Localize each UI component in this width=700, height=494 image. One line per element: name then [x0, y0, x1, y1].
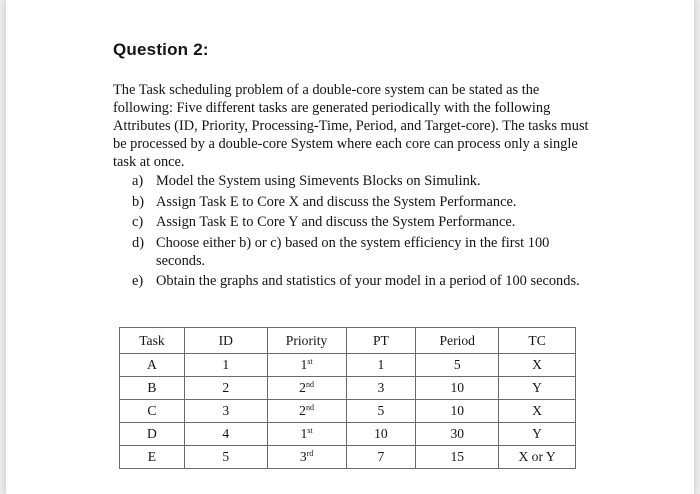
- list-item: [132, 272, 602, 290]
- cell-priority: [267, 423, 346, 446]
- table-row: [120, 423, 576, 446]
- cell-tc: X or Y: [499, 446, 576, 469]
- cell-id: 5: [184, 446, 267, 469]
- cell-id: 4: [184, 423, 267, 446]
- item-text: Choose either b) or c) based on the system efficiency in the first 100 seconds.: [156, 234, 550, 269]
- cell-period: 30: [416, 423, 499, 446]
- cell-pt: 5: [346, 400, 416, 423]
- item-marker: d): [132, 234, 144, 251]
- cell-task: C: [120, 400, 185, 423]
- cell-id: 2: [184, 377, 267, 400]
- priority-number: 1: [300, 426, 308, 441]
- table-row: [120, 377, 576, 400]
- priority-suffix: st: [307, 426, 313, 435]
- problem-statement: The Task scheduling problem of a double-core system can be stated as the following: Five different tasks are generated periodically with the following Attributes (ID, Priority, Processing-Time, Period, and Target-core). The tasks must be processed by a double-core System where each core can process only a single task at once.: [113, 82, 589, 170]
- cell-period: 5: [416, 354, 499, 377]
- item-marker: b): [132, 193, 144, 210]
- cell-task: E: [120, 446, 185, 469]
- cell-period: 10: [416, 400, 499, 423]
- list-item: [132, 213, 602, 231]
- priority-number: 1: [300, 357, 308, 372]
- cell-priority: [267, 400, 346, 423]
- cell-tc: Y: [499, 377, 576, 400]
- header-task: Task: [120, 328, 185, 354]
- header-priority: Priority: [267, 328, 346, 354]
- question-heading: Question 2:: [113, 40, 209, 59]
- cell-pt: 3: [346, 377, 416, 400]
- priority-suffix: rd: [306, 449, 314, 458]
- cell-id: 3: [184, 400, 267, 423]
- cell-period: 10: [416, 377, 499, 400]
- table-row: [120, 446, 576, 469]
- list-item: [132, 234, 602, 270]
- item-marker: e): [132, 273, 144, 289]
- task-attributes-table: [119, 327, 576, 469]
- cell-priority: [267, 354, 346, 377]
- table-row: [120, 400, 576, 423]
- item-text: Assign Task E to Core X and discuss the System Performance.: [156, 193, 517, 210]
- cell-priority: [267, 377, 346, 400]
- priority-number: 3: [299, 449, 307, 464]
- priority-suffix: nd: [305, 380, 314, 389]
- cell-pt: 7: [346, 446, 416, 469]
- list-item: [132, 172, 602, 190]
- item-text: Model the System using Simevents Blocks on Simulink.: [156, 173, 481, 189]
- cell-priority: [267, 446, 346, 469]
- priority-suffix: st: [307, 357, 313, 366]
- priority-number: 2: [299, 403, 306, 418]
- cell-id: 1: [184, 354, 267, 377]
- header-id: ID: [184, 328, 267, 354]
- cell-pt: 1: [346, 354, 416, 377]
- cell-task: A: [120, 354, 185, 377]
- cell-period: 15: [416, 446, 499, 469]
- header-tc: TC: [499, 328, 576, 354]
- item-marker: a): [132, 173, 144, 189]
- cell-tc: X: [499, 400, 576, 423]
- item-text: Obtain the graphs and statistics of your model in a period of 100 seconds.: [156, 273, 580, 289]
- item-marker: c): [132, 214, 144, 230]
- header-period: Period: [416, 328, 499, 354]
- table-row: [120, 354, 576, 377]
- cell-tc: X: [499, 354, 576, 377]
- cell-task: B: [120, 377, 185, 400]
- cell-tc: Y: [499, 423, 576, 446]
- priority-number: 2: [299, 380, 306, 395]
- cell-task: D: [120, 423, 185, 446]
- header-pt: PT: [346, 328, 416, 354]
- table-header-row: [120, 328, 576, 354]
- item-text: Assign Task E to Core Y and discuss the System Performance.: [156, 214, 516, 230]
- document-page: [6, 0, 694, 494]
- task-list: [132, 172, 602, 293]
- list-item: [132, 193, 602, 211]
- cell-pt: 10: [346, 423, 416, 446]
- priority-suffix: nd: [305, 403, 314, 412]
